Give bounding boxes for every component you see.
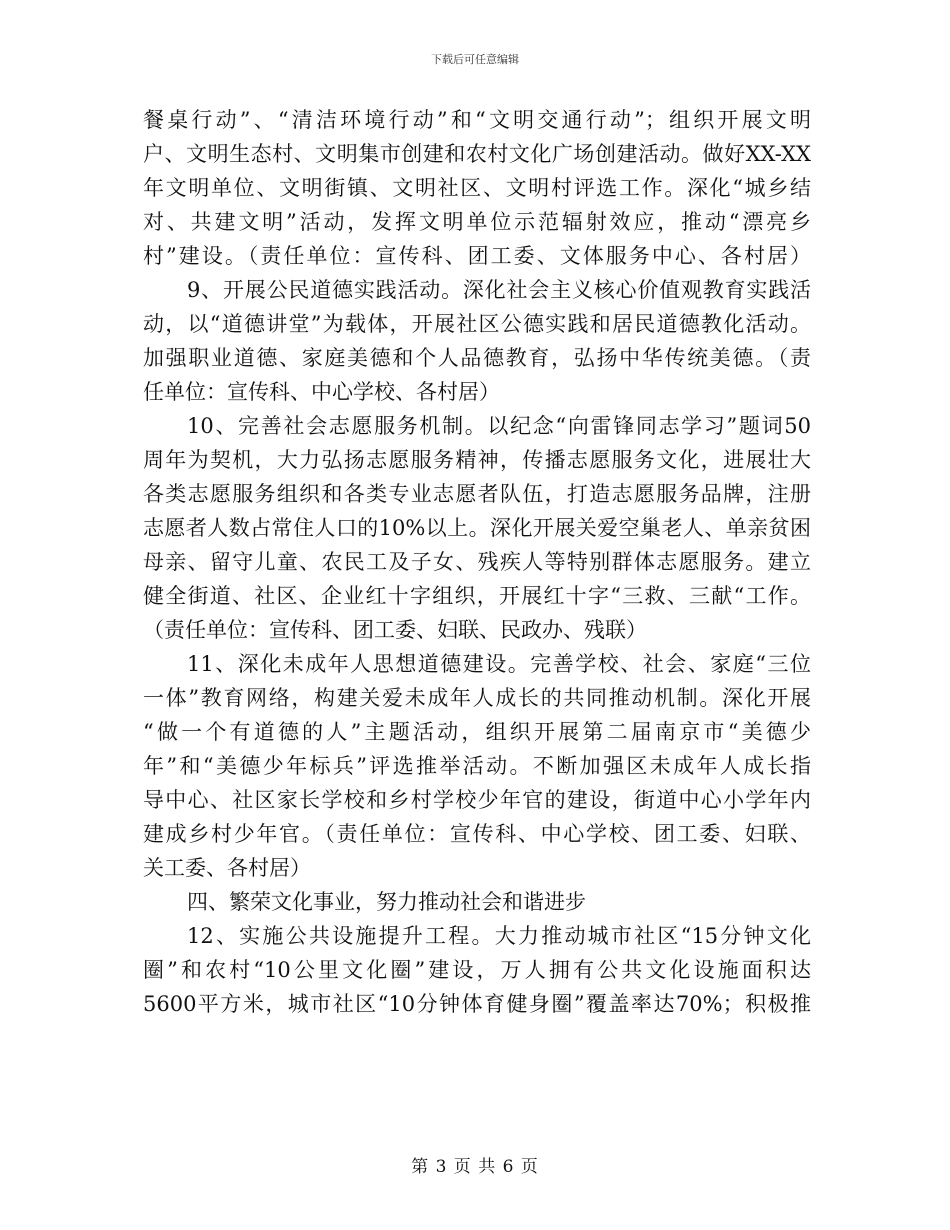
text-line: 年文明单位、文明街镇、文明社区、文明村评选工作。深化“城乡结 (143, 176, 811, 200)
text-line: 任单位：宣传科、中心学校、各村居） (143, 380, 500, 404)
text-line: 志愿者人数占常住人口的10%以上。深化开展关爱空巢老人、单亲贫困 (143, 516, 811, 540)
text-line: 村”建设。（责任单位：宣传科、团工委、文体服务中心、各村居） (143, 244, 811, 268)
text-line: （责任单位：宣传科、团工委、妇联、民政办、残联） (143, 618, 647, 642)
text-line: 加强职业道德、家庭美德和个人品德教育，弘扬中华传统美德。（责 (143, 346, 811, 370)
text-line: 导中心、社区家长学校和乡村学校少年官的建设，街道中心小学年内 (143, 788, 811, 812)
text-line: 各类志愿服务组织和各类专业志愿者队伍，打造志愿服务品牌，注册 (143, 482, 811, 506)
text-line: 四、繁荣文化事业，努力推动社会和谐进步 (187, 890, 586, 914)
text-line: “做一个有道德的人”主题活动，组织开展第二届南京市“美德少 (143, 720, 811, 744)
text-line: 关工委、各村居） (143, 856, 311, 880)
text-line: 母亲、留守儿童、农民工及子女、残疾人等特别群体志愿服务。建立 (143, 550, 811, 574)
text-line: 建成乡村少年官。（责任单位：宣传科、中心学校、团工委、妇联、 (143, 822, 811, 846)
text-line: 年”和“美德少年标兵”评选推举活动。不断加强区未成年人成长指 (143, 754, 811, 778)
page-header: 下载后可任意编辑 (431, 53, 519, 66)
text-line: 周年为契机，大力弘扬志愿服务精神，传播志愿服务文化，进展壮大 (143, 448, 811, 472)
text-line: 10、完善社会志愿服务机制。以纪念“向雷锋同志学习”题词50 (187, 414, 811, 438)
document-body (143, 103, 811, 1021)
text-line: 餐桌行动”、“清洁环境行动”和“文明交通行动”；组织开展文明 (143, 108, 811, 132)
text-line: 11、深化未成年人思想道德建设。完善学校、社会、家庭“三位 (187, 652, 811, 676)
text-line: 12、实施公共设施提升工程。大力推动城市社区“15分钟文化 (187, 924, 811, 948)
text-line: 圈”和农村“10公里文化圈”建设，万人拥有公共文化设施面积达 (143, 958, 811, 982)
text-line: 健全街道、社区、企业红十字组织，开展红十字“三救、三献“工作。 (143, 584, 811, 608)
text-line: 5600平方米，城市社区“10分钟体育健身圈”覆盖率达70%；积极推 (143, 992, 811, 1016)
text-line: 一体”教育网络，构建关爱未成年人成长的共同推动机制。深化开展 (143, 686, 811, 710)
text-line: 9、开展公民道德实践活动。深化社会主义核心价值观教育实践活 (187, 278, 811, 302)
text-line: 户、文明生态村、文明集市创建和农村文化广场创建活动。做好XX-XX (143, 142, 811, 166)
page-number-footer: 第 3 页 共 6 页 (411, 1157, 539, 1177)
text-line: 动，以“道德讲堂”为载体，开展社区公德实践和居民道德教化活动。 (143, 312, 811, 336)
text-line: 对、共建文明”活动，发挥文明单位示范辐射效应，推动“漂亮乡 (143, 210, 811, 234)
